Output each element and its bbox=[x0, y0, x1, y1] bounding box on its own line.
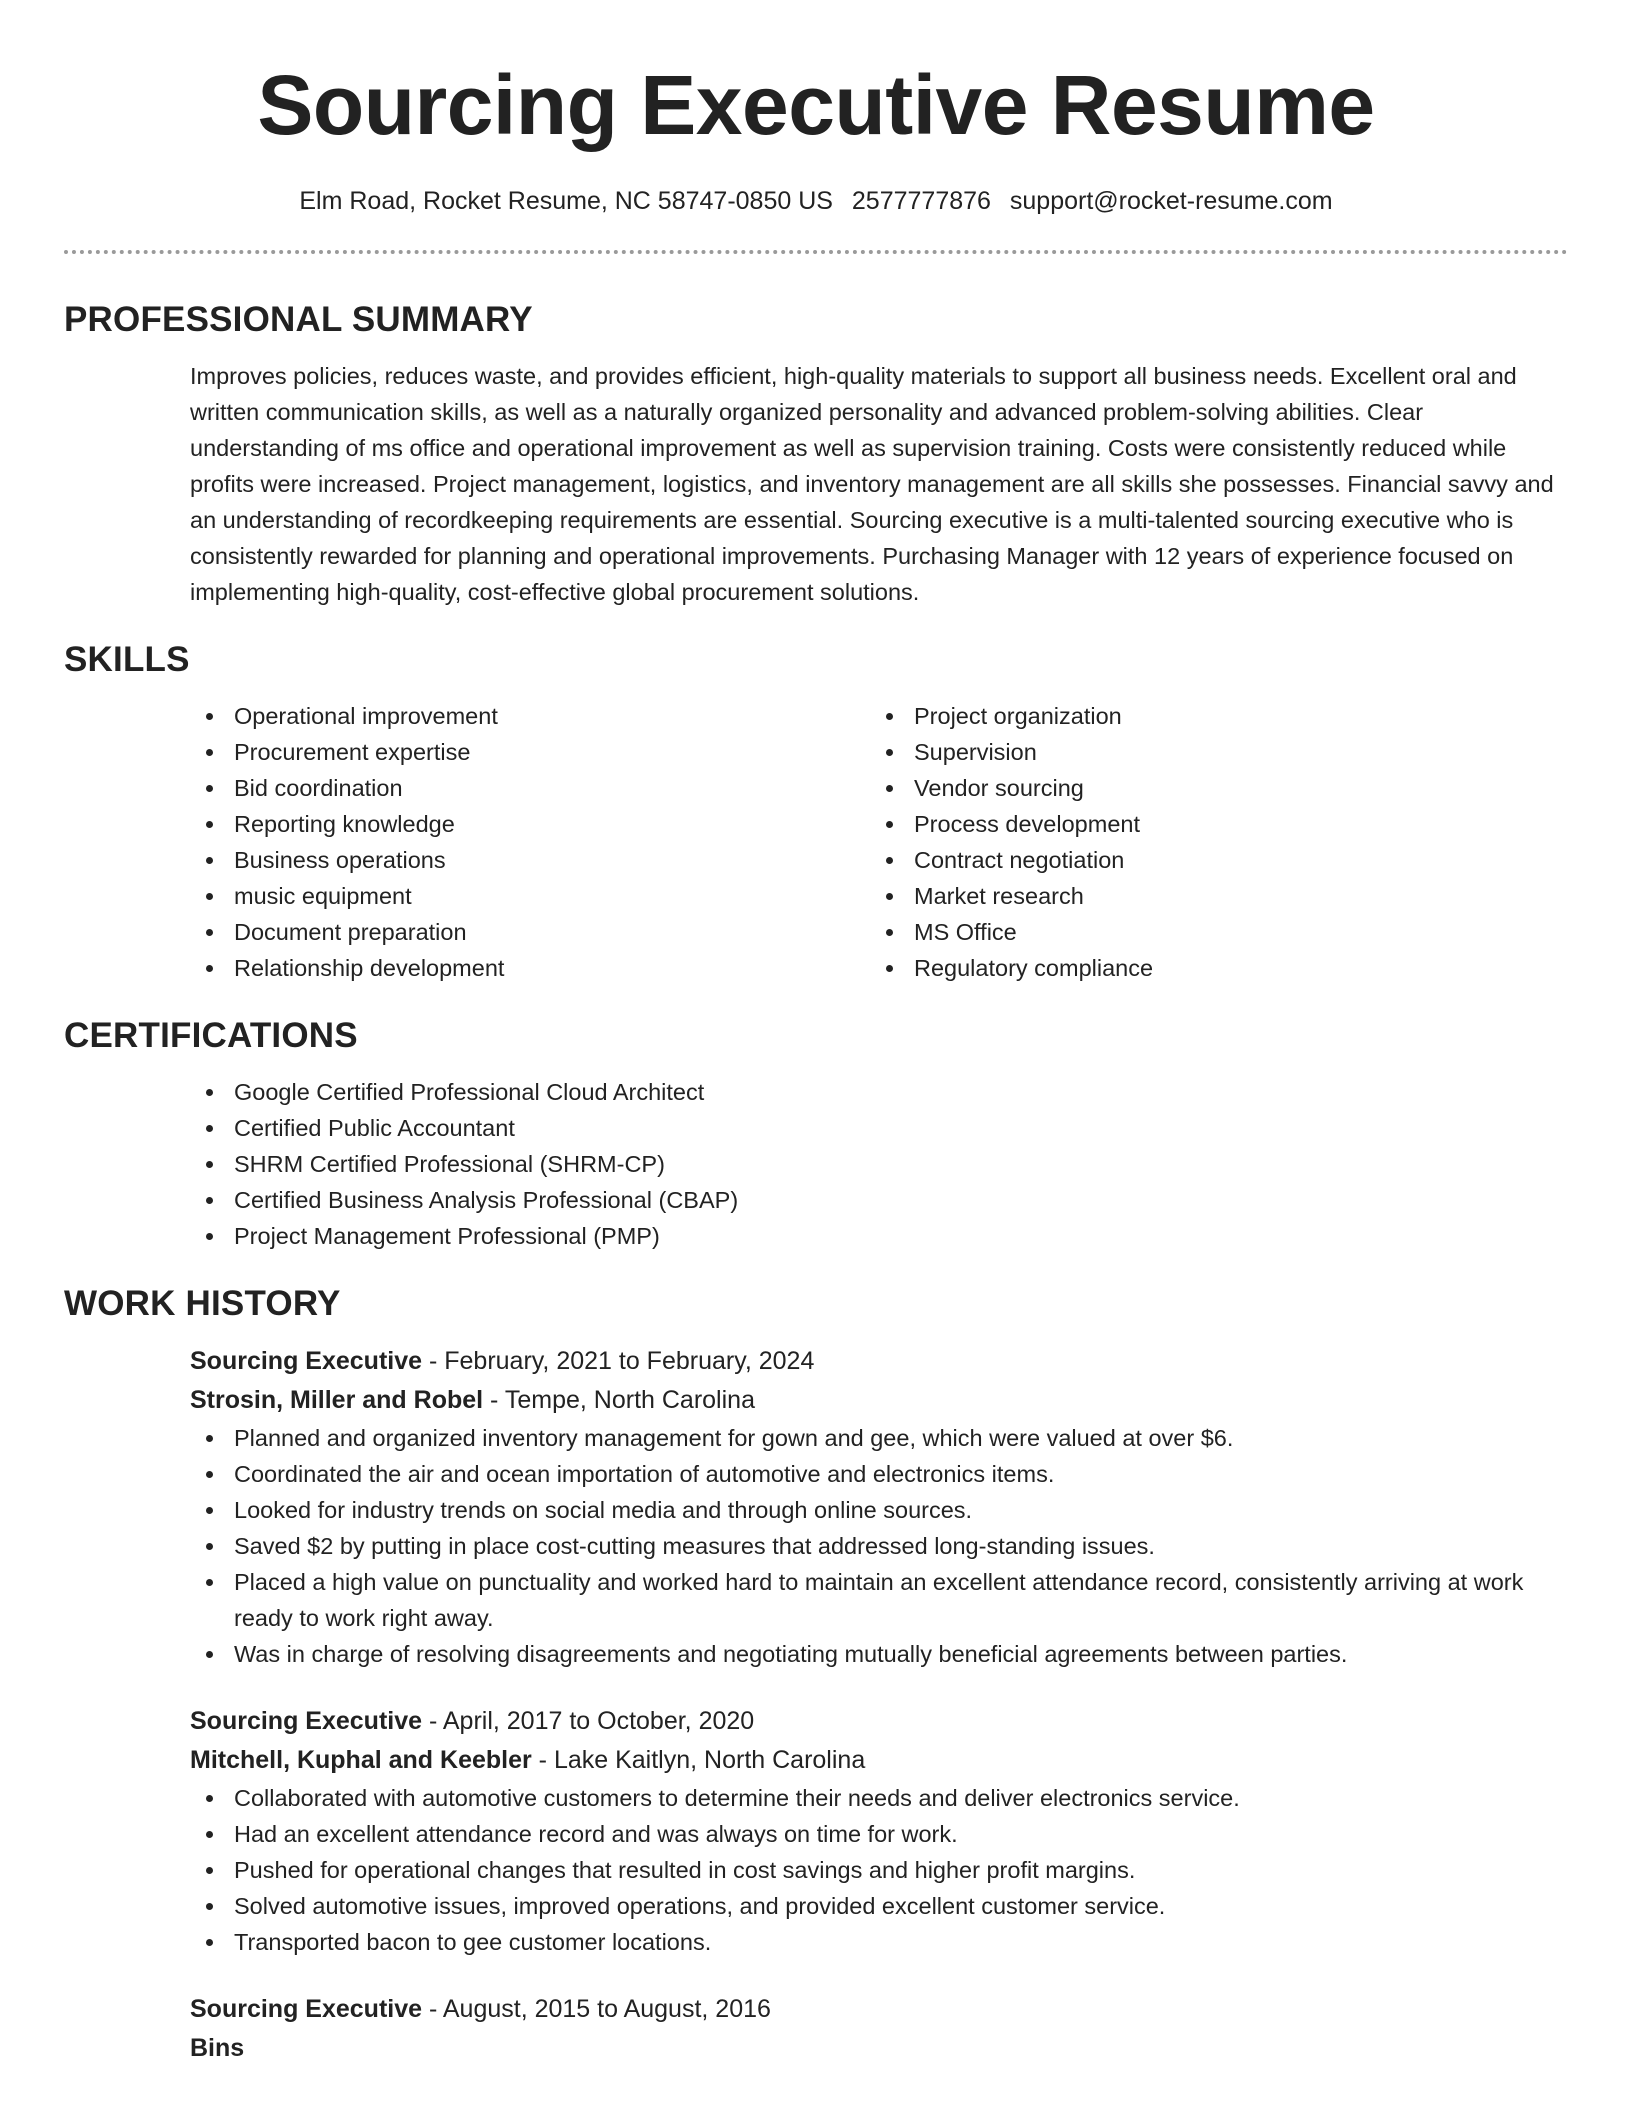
job-company-line bbox=[190, 1381, 1568, 1420]
job-role-line bbox=[190, 1342, 1568, 1381]
work-history-section bbox=[64, 1282, 1568, 2068]
skill-item: music equipment bbox=[190, 878, 870, 914]
work-history-heading: WORK HISTORY bbox=[64, 1284, 341, 1323]
skill-item: Contract negotiation bbox=[870, 842, 1550, 878]
contact-address: Elm Road, Rocket Resume, NC 58747-0850 US bbox=[299, 187, 833, 215]
job-entry bbox=[64, 1342, 1568, 1672]
skill-item: Business operations bbox=[190, 842, 870, 878]
summary-heading: PROFESSIONAL SUMMARY bbox=[64, 300, 533, 339]
job-role: Sourcing Executive bbox=[190, 1347, 423, 1375]
job-location: - Lake Kaitlyn, North Carolina bbox=[531, 1746, 866, 1774]
skill-item: Vendor sourcing bbox=[870, 770, 1550, 806]
contact-email: support@rocket-resume.com bbox=[1009, 187, 1333, 215]
job-duty: Placed a high value on punctuality and worked hard to maintain an excellent attendance record, consistently arriving at work ready to work right away. bbox=[190, 1564, 1568, 1636]
certification-item: SHRM Certified Professional (SHRM-CP) bbox=[190, 1146, 1568, 1182]
resume-header bbox=[64, 0, 1568, 254]
skill-item: Document preparation bbox=[190, 914, 870, 950]
skills-heading: SKILLS bbox=[64, 640, 190, 679]
skill-item: Bid coordination bbox=[190, 770, 870, 806]
job-company: Bins bbox=[190, 2034, 245, 2062]
skill-item: Relationship development bbox=[190, 950, 870, 986]
resume-title: Sourcing Executive Resume bbox=[257, 58, 1375, 152]
job-role-line bbox=[190, 1702, 1568, 1741]
skill-item: Regulatory compliance bbox=[870, 950, 1550, 986]
job-role: Sourcing Executive bbox=[190, 1707, 423, 1735]
summary-section bbox=[64, 298, 1568, 610]
summary-text: Improves policies, reduces waste, and provides efficient, high-quality materials to support all business needs. Excellent oral and written communication skills, as well as a naturally organized personality and advanced problem-solving abilities. Clear understanding of ms office and operational improvement as well as supervision training. Costs were consistently reduced while profits were increased. Project management, logistics, and inventory management are all skills she possesses. Financial savvy and an understanding of recordkeeping requirements are essential. Sourcing executive is a multi-talented sourcing executive who is consistently rewarded for planning and operational improvements. Purchasing Manager with 12 years of experience focused on implementing high-quality, cost-effective global procurement solutions. bbox=[190, 363, 1554, 605]
skills-list-right bbox=[870, 698, 1550, 986]
skill-item: Market research bbox=[870, 878, 1550, 914]
skill-item: MS Office bbox=[870, 914, 1550, 950]
job-company-line bbox=[190, 1741, 1568, 1780]
skill-item: Procurement expertise bbox=[190, 734, 870, 770]
certifications-list bbox=[190, 1074, 1568, 1254]
certifications-heading: CERTIFICATIONS bbox=[64, 1016, 358, 1055]
certification-item: Certified Business Analysis Professional (CBAP) bbox=[190, 1182, 1568, 1218]
job-duty: Had an excellent attendance record and was always on time for work. bbox=[190, 1816, 1568, 1852]
contact-phone: 2577777876 bbox=[851, 187, 991, 215]
job-duty: Transported bacon to gee customer locations. bbox=[190, 1924, 1568, 1960]
job-company-line bbox=[190, 2029, 1568, 2068]
job-company: Mitchell, Kuphal and Keebler bbox=[190, 1746, 532, 1774]
job-location: - Tempe, North Carolina bbox=[483, 1386, 755, 1414]
skill-item: Supervision bbox=[870, 734, 1550, 770]
job-role: Sourcing Executive bbox=[190, 1995, 423, 2023]
certification-item: Google Certified Professional Cloud Architect bbox=[190, 1074, 1568, 1110]
job-duty: Saved $2 by putting in place cost-cutting measures that addressed long-standing issues. bbox=[190, 1528, 1568, 1564]
contact-line bbox=[64, 186, 1568, 216]
job-duty: Was in charge of resolving disagreements and negotiating mutually beneficial agreements between parties. bbox=[190, 1636, 1568, 1672]
skill-item: Process development bbox=[870, 806, 1550, 842]
skills-section bbox=[64, 638, 1568, 986]
job-duty: Planned and organized inventory management for gown and gee, which were valued at over $6. bbox=[190, 1420, 1568, 1456]
certification-item: Certified Public Accountant bbox=[190, 1110, 1568, 1146]
certification-item: Project Management Professional (PMP) bbox=[190, 1218, 1568, 1254]
job-duty: Looked for industry trends on social media and through online sources. bbox=[190, 1492, 1568, 1528]
skills-list-left bbox=[190, 698, 870, 986]
job-entry bbox=[64, 1990, 1568, 2068]
job-dates: - April, 2017 to October, 2020 bbox=[422, 1707, 755, 1735]
job-dates: - February, 2021 to February, 2024 bbox=[422, 1347, 815, 1375]
job-duties-list bbox=[190, 1780, 1568, 1960]
job-company: Strosin, Miller and Robel bbox=[190, 1386, 484, 1414]
skill-item: Project organization bbox=[870, 698, 1550, 734]
header-divider bbox=[64, 250, 1568, 254]
certifications-section bbox=[64, 1014, 1568, 1254]
job-entry bbox=[64, 1702, 1568, 1960]
job-duty: Coordinated the air and ocean importation of automotive and electronics items. bbox=[190, 1456, 1568, 1492]
job-role-line bbox=[190, 1990, 1568, 2029]
skill-item: Reporting knowledge bbox=[190, 806, 870, 842]
skill-item: Operational improvement bbox=[190, 698, 870, 734]
job-duty: Solved automotive issues, improved operations, and provided excellent customer service. bbox=[190, 1888, 1568, 1924]
job-duty: Collaborated with automotive customers to determine their needs and deliver electronics service. bbox=[190, 1780, 1568, 1816]
job-duty: Pushed for operational changes that resulted in cost savings and higher profit margins. bbox=[190, 1852, 1568, 1888]
job-duties-list bbox=[190, 1420, 1568, 1672]
job-dates: - August, 2015 to August, 2016 bbox=[422, 1995, 771, 2023]
